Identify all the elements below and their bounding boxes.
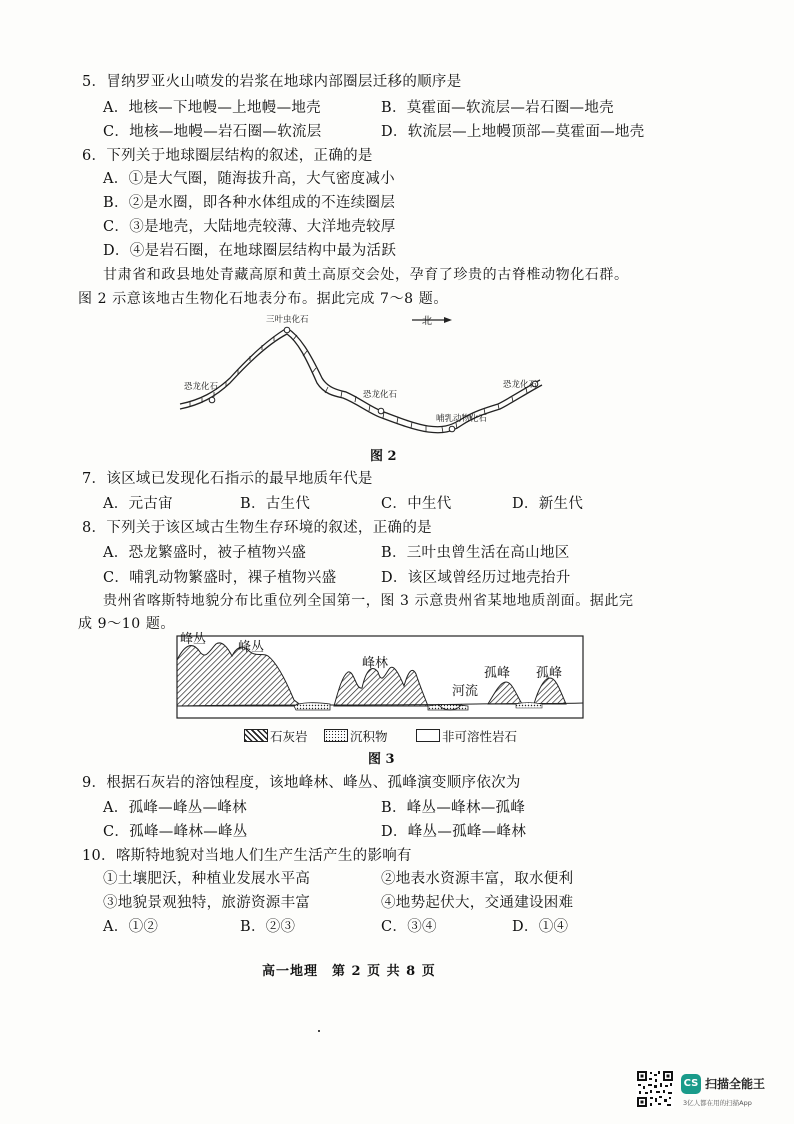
q5-option-a: A．地核—下地幔—上地幔—地壳: [103, 100, 321, 116]
q7-option-d: D．新生代: [512, 496, 584, 512]
q10-statement-3: ③地貌景观独特，旅游资源丰富: [103, 895, 311, 911]
q6-option-b: B．②是水圈，即各种水体组成的不连续圈层: [103, 195, 396, 211]
q10-option-a: A．①②: [103, 919, 159, 935]
q8-stem: 8．下列关于该区域古生物生存环境的叙述，正确的是: [82, 520, 432, 536]
q6-option-a: A．①是大气圈，随海拔升高，大气密度减小: [103, 171, 395, 187]
q5-option-c: C．地核—地幔—岩石圈—软流层: [103, 124, 322, 140]
q8-option-a: A．恐龙繁盛时，被子植物兴盛: [103, 545, 307, 561]
intro-7-8-line2: 图 2 示意该地古生物化石地表分布。据此完成 7～8 题。: [78, 291, 448, 307]
q9-option-d: D．峰丛—孤峰—峰林: [381, 824, 527, 840]
q10-statement-2: ②地表水资源丰富，取水便利: [381, 871, 574, 887]
trilobite-marker: [284, 327, 290, 333]
fengcong-label-2: 峰丛: [238, 640, 265, 655]
q9-stem: 9．根据石灰岩的溶蚀程度，该地峰林、峰丛、孤峰演变顺序依次为: [82, 775, 521, 791]
figure-2-profile: [160, 308, 580, 438]
dino-left-marker: [209, 397, 215, 403]
mammal-marker: [449, 426, 455, 432]
q9-option-c: C．孤峰—峰林—峰丛: [103, 824, 248, 840]
q7-option-b: B．古生代: [240, 496, 311, 512]
figure-3: [176, 632, 586, 724]
camscanner-logo-icon: CS: [681, 1074, 701, 1094]
legend-limestone-label: 石灰岩: [270, 729, 308, 744]
q5-stem: 5．冒纳罗亚火山喷发的岩浆在地球内部圈层迁移的顺序是: [82, 74, 462, 90]
mammal-label: 哺乳动物化石: [436, 414, 488, 424]
figure-3-caption: 图 3: [368, 752, 395, 767]
intro-9-10-line1: 贵州省喀斯特地貌分布比重位列全国第一，图 3 示意贵州省某地地质剖面。据此完: [103, 593, 634, 609]
intro-9-10-line2: 成 9～10 题。: [78, 616, 176, 632]
dino-mid-marker: [378, 408, 384, 414]
trilobite-label: 三叶虫化石: [266, 315, 309, 325]
q8-option-d: D．该区域曾经历过地壳抬升: [381, 570, 571, 586]
dino-right-label: 恐龙化石: [503, 380, 538, 390]
fengcong-label-1: 峰丛: [180, 632, 207, 647]
q5-option-d: D．软流层—上地幔顶部—莫霍面—地壳: [381, 124, 645, 140]
legend-nonsoluble-label: 非可溶性岩石: [442, 729, 518, 744]
gufeng-label-1: 孤峰: [484, 666, 511, 681]
q6-option-c: C．③是地壳，大陆地壳较薄、大洋地壳较厚: [103, 219, 396, 235]
figure-2: [160, 308, 580, 438]
legend-limestone-swatch: [244, 729, 268, 742]
scanner-app-name: 扫描全能王: [705, 1077, 766, 1091]
dino-mid-label: 恐龙化石: [363, 390, 398, 400]
figure-2-caption: 图 2: [370, 449, 397, 464]
legend-sediment-swatch: [324, 729, 348, 742]
q8-option-b: B．三叶虫曾生活在高山地区: [381, 545, 570, 561]
q5-option-b: B．莫霍面—软流层—岩石圈—地壳: [381, 100, 614, 116]
north-label: 北: [422, 316, 432, 327]
q10-option-d: D．①④: [512, 919, 569, 935]
fenglin-label: 峰林: [362, 656, 389, 671]
gufeng-label-2: 孤峰: [536, 666, 563, 681]
q9-option-b: B．峰丛—峰林—孤峰: [381, 800, 526, 816]
q10-option-c: C．③④: [381, 919, 437, 935]
q6-stem: 6．下列关于地球圈层结构的叙述，正确的是: [82, 148, 373, 164]
legend-nonsoluble-swatch: [416, 729, 440, 742]
q7-stem: 7．该区域已发现化石指示的最早地质年代是: [82, 471, 373, 487]
page-footer: 高一地理 第 2 页 共 8 页: [262, 964, 436, 979]
q10-option-b: B．②③: [240, 919, 296, 935]
river-label: 河流: [452, 684, 479, 699]
legend-sediment-label: 沉积物: [350, 729, 388, 744]
q9-option-a: A．孤峰—峰丛—峰林: [103, 800, 247, 816]
q7-option-a: A．元古宙: [103, 496, 173, 512]
q10-stem: 10．喀斯特地貌对当地人们生产生活产生的影响有: [82, 848, 412, 864]
dino-left-label: 恐龙化石: [184, 382, 219, 392]
scan-speck: [318, 1030, 320, 1032]
intro-7-8-line1: 甘肃省和政县地处青藏高原和黄土高原交会处，孕育了珍贵的古脊椎动物化石群。: [103, 267, 629, 283]
q10-statement-4: ④地势起伏大，交通建设困难: [381, 895, 574, 911]
qr-code-icon: [636, 1070, 674, 1108]
q7-option-c: C．中生代: [381, 496, 452, 512]
q10-statement-1: ①土壤肥沃，种植业发展水平高: [103, 871, 311, 887]
q6-option-d: D．④是岩石圈，在地球圈层结构中最为活跃: [103, 243, 397, 259]
scanner-tagline: 3亿人都在用的扫描App: [683, 1099, 752, 1107]
q8-option-c: C．哺乳动物繁盛时，裸子植物兴盛: [103, 570, 337, 586]
